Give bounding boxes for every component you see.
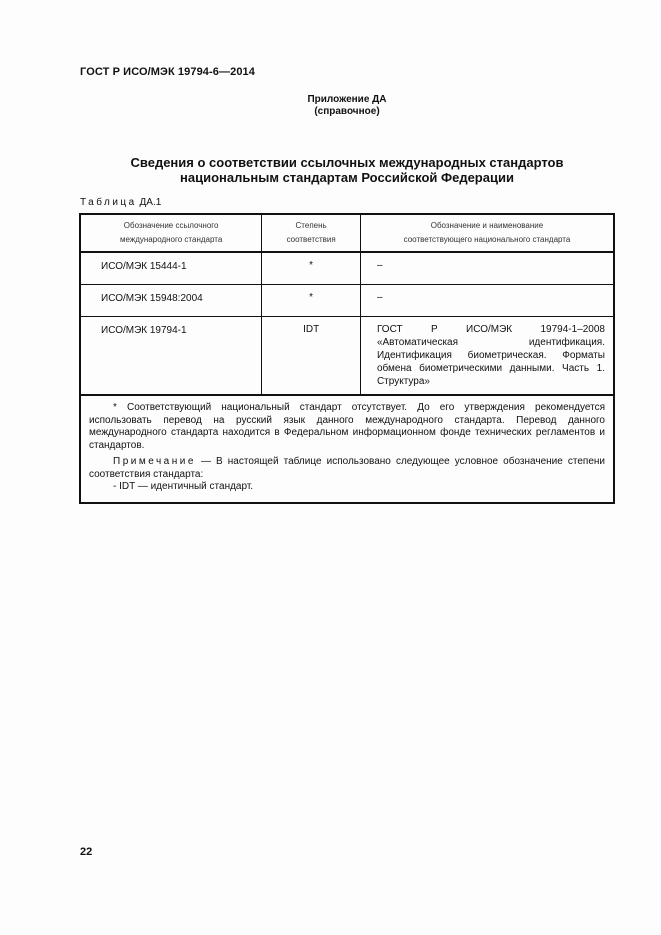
table-footnote-row [80, 395, 614, 503]
correspondence-table [79, 213, 615, 504]
note-label: Примечание [113, 456, 196, 467]
footnote-cell [80, 395, 614, 503]
table-row [80, 317, 614, 396]
footnote-text: * Соответствующий национальный стандарт отсутствует. До его утверждения рекомендуется использовать перевод на русский язык данного международного стандарта. Перевод данного международного стандарта находится в Федеральном информационном фонде технических регламентов и стандартов. [89, 402, 605, 451]
appendix-type: (справочное) [314, 106, 380, 117]
note-list-item: - IDT — идентичный стандарт. [113, 481, 254, 492]
note-paragraph [89, 456, 605, 481]
title-line-1: Сведения о соответствии ссылочных международных стандартов [130, 155, 564, 170]
national-standard-cell: – [360, 252, 614, 285]
column-header-reference [80, 214, 262, 252]
reference-standard-cell: ИСО/МЭК 15948:2004 [80, 285, 262, 317]
degree-cell: IDT [262, 317, 361, 396]
reference-standard-cell: ИСО/МЭК 19794-1 [80, 317, 262, 396]
title-line-2: национальным стандартам Российской Федерации [180, 170, 514, 185]
national-standard-cell: ГОСТ Р ИСО/МЭК 19794-1–2008 «Автоматическая идентификация. Идентификация биометрическая. Форматы обмена биометрическими данными. Часть 1. Структура» [360, 317, 614, 396]
appendix-label: Приложение ДА [307, 94, 387, 105]
column-header-national-line2: соответствующего национального стандарта [403, 235, 571, 244]
table-caption-id: ДА.1 [139, 197, 162, 208]
degree-cell: * [262, 285, 361, 317]
table-caption [80, 197, 161, 208]
page-number: 22 [80, 846, 93, 858]
table-header-row [80, 214, 614, 252]
column-header-degree-line1: Степень [295, 221, 327, 230]
appendix-heading [80, 94, 614, 118]
appendix-title [80, 155, 614, 185]
column-header-degree [262, 214, 361, 252]
column-header-reference-line1: Обозначение ссылочного [123, 221, 219, 230]
document-code: ГОСТ Р ИСО/МЭК 19794-6—2014 [80, 66, 255, 78]
table-row [80, 252, 614, 285]
column-header-reference-line2: международного стандарта [120, 235, 223, 244]
reference-standard-cell: ИСО/МЭК 15444-1 [80, 252, 262, 285]
degree-cell: * [262, 252, 361, 285]
table-caption-word: Таблица [80, 197, 137, 208]
table-row [80, 285, 614, 317]
column-header-national [360, 214, 614, 252]
column-header-degree-line2: соответствия [286, 235, 336, 244]
column-header-national-line1: Обозначение и наименование [430, 221, 544, 230]
note-dash: — [195, 456, 217, 467]
note-text: В настоящей таблице использовано следующее условное обозначение степени соответствия стандарта: [89, 456, 605, 480]
national-standard-cell: – [360, 285, 614, 317]
